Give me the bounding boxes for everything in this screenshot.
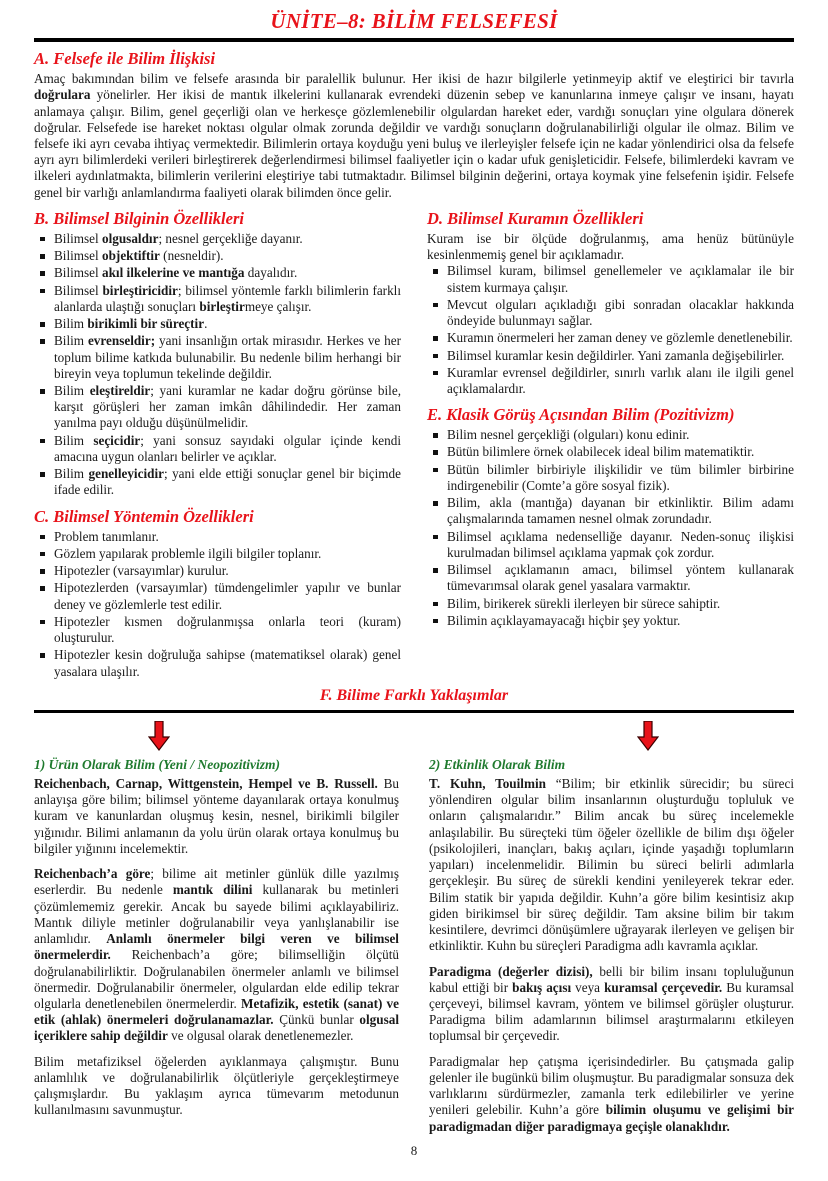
approach-1-names: Reichenbach, Carnap, Wittgenstein, Hempel ve B. Russell. — [34, 775, 378, 791]
list-item — [34, 466, 401, 498]
item-pre: Bilimsel — [54, 230, 102, 246]
title-divider — [34, 38, 794, 42]
section-c-heading: C. Bilimsel Yöntemin Özellikleri — [34, 506, 254, 526]
section-e-list — [427, 427, 794, 629]
approach-1-paragraph-3: Bilim metafiziksel öğelerden ayıklanmaya çalışmıştır. Bunu anlamlılık ve doğrulanabilirlik ölçütleriyle gerçekleştirmeye çalışmışlardır. Bu yaklaşım ayrıca tümevarım metodunun kullanılmasını savunmuştur. — [34, 1053, 399, 1118]
list-item: Gözlem yapılarak problemle ilgili bilgiler toplanır. — [34, 546, 401, 562]
bold-segment: Anlamlı önermeler bilgi veren ve bilimsel önermelerdir. — [34, 931, 399, 963]
approach-2-text: “Bilim; bir etkinlik sürecidir; bu süreci yönlendiren olgular bilim insanlarının oluşturduğu topluluk ve onların çalışmalarıdır.” Bilim ancak bu süreç incelemekle anlaşılabilir. Bu süreçteki tüm öğeler özellikle de bilim dışı öğeler (psikolojileri, inançları, bakış açıları, içinde yaşadığı toplumların yapıları) incelenmelidir. Bilimin bu süreci belirli adımlarla gerçekleşir. Bu süreç de sürekli kendini yenileyerek tekrar eder. Bilim statik bir yapıda değildir. Kuhn’a göre bilim kesintisiz akıp giden birikimsel bir süreç değildir. Tam aksine bilim bir takım kesintilere, devrimci dönüşümlere uğrayarak ilerleyen ve gelişen bir etkinliktir. Kuhn bu süreçleri Paradigma adlı kavramla açıklar. — [429, 775, 794, 954]
item-post: ; bilimsel yöntemle farklı bilimlerin farklı alanlarda ulaştığı sonuçları — [54, 282, 401, 314]
list-item: Hipotezler kısmen doğrulanmışsa onlarla teori (kuram) oluşturulur. — [34, 614, 401, 646]
text-segment: Reichenbach’a göre; bilimselliğin ölçütü doğrulanabilirliktir. Doğrulanabilen önermeler anlamlı ve bilimsel önermedir. Doğrulanabilir önermeler, olgulardan elde edilip tekrar olgularla denetlenebilen önermelerdir. — [34, 947, 399, 1011]
list-item: Bilimsel açıklama nedenselliğe dayanır. Neden-sonuç ilişkisi kurulmadan bilimsel açıklama yapmak çok zordur. — [427, 529, 794, 561]
item-post: (nesneldir). — [159, 248, 224, 264]
approach-1-heading: 1) Ürün Olarak Bilim (Yeni / Neopozitivizm) — [34, 756, 281, 772]
text-segment: kullanarak bu metinleri çözümlememiz gerekir. Ancak bu sayede bilimi açıklayabiliriz. Mantık diliyle metinler doğrulanabilir veya yanlışlanabilir ise anlamlıdır. — [34, 882, 399, 947]
left-column — [34, 201, 401, 681]
section-a-text-rest: yönelirler. Her ikisi de mantık ilkelerini kullanarak evrendeki düzenin sebep ve kanunlarına inmeye çalışır ve insanı, hayatı anlamaya çalışır. Bilim, genel geçerliği olan ve herkesçe gözlemlenebilir olgulardan hareket eder, vardığı sonuçları yine olgulara dönerek doğrular. Felsefede ise hareket noktası olgular olmak zorunda değildir ve vardığı sonuçların doğrulanabilirliği olgular ile olmaz. Bilim ve felsefe iki ayrı cevaba ihtiyaç vermektedir. Bilimlerin ortaya koyduğu yeni buluş ve ilerleyişler felsefe için ne kadar yönlendirici olsa da felsefe ayrı ayrı bilimlerdeki verileri birleştirerek değerlendirmesi bilimsel faaliyetler için o kadar ufuk genişleticidir. Felsefe, bilimlerdeki kavram ve ilkeleri aydınlatmakta, bilimlerin verilerini eleştiriye tabi tutmaktadır. Bilimsel bilginin değerini, ortaya koymak yine felsefenin işidir. Felsefe genel bir varlığı anlamlandırma faaliyeti olarak bilimden önce gelir. — [34, 87, 794, 200]
item-post-2: meye çalışır. — [244, 298, 312, 314]
down-arrow-icon-right — [637, 721, 659, 751]
section-b-heading: B. Bilimsel Bilginin Özellikleri — [34, 208, 244, 228]
list-item — [34, 333, 401, 382]
text-segment: Bu kuramsal çerçeveyi, bilimsel kavram, yöntem ve bilimsel görüşler oluşturur. Paradigma bilim adamlarının bilimsel araştırmalarını etkileyen toplumsal bir çerçevedir. — [429, 979, 795, 1044]
approach-1-text: Bu anlayışa göre bilim; bilimsel yönteme dayanılarak ortaya konulmuş kuram ve kanunlardan oluşmuş kesin, nesnel, birikimli bilgiler yığınıdır. Bilimi anlamanın da yolu ürün olarak ortaya konulmuş bu bilgiler yığınını incelemektir. — [34, 775, 399, 856]
item-post: ; nesnel gerçekliğe dayanır. — [158, 230, 303, 246]
text-segment: Çünkü bunlar — [273, 1012, 360, 1028]
down-arrow-icon-left — [148, 721, 170, 751]
textbook-page — [0, 10, 828, 1181]
item-bold: evrenseldir; — [87, 333, 156, 349]
section-c-list — [34, 529, 401, 680]
reichenbach-label: Reichenbach’a göre — [34, 866, 151, 882]
item-post: ; yani elde ettiği sonuçlar genel bir biçimde ifade edilir. — [54, 466, 401, 498]
approach-2-paragraph-3 — [429, 1054, 794, 1135]
bold-segment: bakış açısı — [512, 979, 572, 995]
item-post: ; yani sonsuz sayıdaki olgular içinde kendi amacına uygun olanları belirler ve açıklar. — [54, 432, 402, 464]
item-bold: akıl ilkelerine ve mantığa — [102, 265, 245, 281]
section-a-paragraph — [34, 71, 794, 201]
item-pre: Bilim — [54, 316, 88, 332]
list-item: Bilimsel kuramlar kesin değildirler. Yani zamanla değişebilirler. — [427, 348, 794, 364]
list-item: Bilimsel açıklamanın amacı, bilimsel yöntem kullanarak tümevarımsal olarak genel yasalara varmaktır. — [427, 562, 794, 594]
section-f-heading: F. Bilime Farklı Yaklaşımlar — [319, 686, 509, 704]
list-item: Bilim, akla (mantığa) dayanan bir etkinliktir. Bilim adamı çalışmalarında tamamen nesnel olmak zorundadır. — [427, 495, 794, 527]
item-bold: eleştireldir — [89, 383, 151, 399]
item-bold: olgusaldır — [102, 230, 159, 246]
list-item: Problem tanımlanır. — [34, 529, 401, 545]
item-pre: Bilim — [54, 333, 88, 349]
list-item: Mevcut olguları açıkladığı gibi sonradan olacaklar hakkında öndeyide bulunmayı sağlar. — [427, 297, 794, 329]
section-a-bold-term: doğrulara — [34, 87, 91, 103]
right-column — [427, 201, 794, 681]
item-pre: Bilimsel — [54, 282, 103, 298]
list-item — [34, 283, 401, 315]
list-item — [34, 265, 401, 281]
section-d-heading: D. Bilimsel Kuramın Özellikleri — [427, 208, 644, 228]
item-bold-2: birleştir — [199, 298, 245, 314]
bold-segment: kuramsal çerçevedir. — [604, 979, 723, 995]
section-f-divider — [34, 710, 794, 713]
bold-segment: mantık dilini — [172, 882, 253, 898]
arrow-row — [34, 721, 794, 755]
list-item — [34, 383, 401, 432]
list-item: Bütün bilimlere örnek olabilecek ideal bilim matematiktir. — [427, 444, 794, 460]
approach-2-names: T. Kuhn, Touilmin — [429, 775, 546, 791]
list-item: Bilimin açıklayamayacağı hiçbir şey yoktur. — [427, 613, 794, 629]
approach-2-paragraph-1 — [429, 776, 794, 955]
section-d-list — [427, 263, 794, 397]
item-pre: Bilimsel — [54, 248, 102, 264]
item-bold: birleştiricidir — [102, 282, 178, 298]
item-bold: genelleyicidir — [88, 466, 164, 482]
bold-segment: bilimin oluşumu ve gelişimi bir paradigmadan diğer paradigmaya geçişle olanaklıdır. — [429, 1102, 794, 1134]
item-post: . — [204, 316, 208, 332]
text-segment: Paradigmalar hep çatışma içerisindedirler. Bu çatışmada galip gelenler ile bugünkü bilim oluşmuştur. Bu paradigmalar sonsuza dek varlıklarını sürdürmezler, zamanla terk edilebilirler ve yerine yenileri gelebilir. Kuhn’a göre — [429, 1053, 794, 1118]
bold-segment: olgusal içeriklere sahip değildir — [34, 1012, 399, 1044]
list-item: Kuramlar evrensel değildirler, sınırlı varlık alanı ile ilgili genel açıklamalardır. — [427, 365, 794, 397]
approach-1-column — [34, 757, 399, 1135]
section-b-list — [34, 231, 401, 499]
text-segment: ; bilime ait metinler günlük dille yazılmış eserlerdir. Bu nedenle — [34, 866, 399, 898]
section-a-text-lead: Amaç bakımından bilim ve felsefe arasında bir paralellik bulunur. Her ikisi de hazır bilgilerle yetinmeyip aktif ve eleştirici bir tavırla — [34, 71, 794, 87]
list-item: Bilim, birikerek sürekli ilerleyen bir sürece sahiptir. — [427, 596, 794, 612]
list-item — [34, 433, 401, 465]
approach-2-paragraph-2 — [429, 964, 794, 1045]
bottom-columns — [34, 757, 794, 1135]
text-segment: veya — [571, 979, 605, 995]
text-segment: belli bir bilim insanı topluluğunun kabul ettiği bir — [429, 963, 794, 995]
page-number: 8 — [410, 1143, 418, 1158]
unit-title: ÜNİTE–8: BİLİM FELSEFESİ — [270, 9, 558, 33]
list-item — [34, 248, 401, 264]
bold-segment: Metafizik, estetik (sanat) ve etik (ahlak) önermeleri doğrulanamazlar. — [34, 995, 400, 1028]
list-item: Bilim nesnel gerçekliği (olguları) konu edinir. — [427, 427, 794, 443]
list-item: Bütün bilimler birbiriyle ilişkilidir ve tüm bilimler birbirine indirgenebilir (Comte’a göre sosyal fizik). — [427, 462, 794, 494]
list-item: Hipotezler kesin doğruluğa sahipse (matematiksel olarak) genel yasalara ulaşılır. — [34, 647, 401, 679]
item-post: ; yani kuramlar ne kadar doğru görünse bile, karşıt görüşleri her zaman imkân dâhilindedir. Her zaman yanılma payı olduğu düşünülmelidir. — [54, 383, 401, 431]
approach-1-paragraph-1 — [34, 776, 399, 857]
approach-2-column — [429, 757, 794, 1135]
section-e-heading: E. Klasik Görüş Açısından Bilim (Pozitivizm) — [427, 405, 735, 425]
section-d-intro: Kuram ise bir ölçüde doğrulanmış, ama henüz bütünüyle kesinlenmemiş genel bir açıklamadır. — [427, 230, 794, 263]
item-bold: birikimli bir süreçtir — [87, 316, 205, 332]
list-item: Hipotezlerden (varsayımlar) tümdengelimler yapılır ve bunlar deney ve gözlemlerle test edilir. — [34, 580, 401, 612]
approach-2-heading: 2) Etkinlik Olarak Bilim — [429, 756, 566, 772]
item-post: yani insanlığın ortak mirasıdır. Herkes ve her toplum bilime katkıda bulunabilir. Bu nedenle bilim herhangi bir bireyin veya toplumun tekelinde değildir. — [54, 333, 402, 381]
list-item: Hipotezler (varsayımlar) kurulur. — [34, 563, 401, 579]
paradigma-label: Paradigma (değerler dizisi), — [429, 963, 593, 979]
list-item: Bilimsel kuram, bilimsel genellemeler ve açıklamalar ile bir sistem kurmaya çalışır. — [427, 263, 794, 295]
item-pre: Bilim — [54, 383, 90, 399]
list-item — [34, 316, 401, 332]
item-bold: seçicidir — [93, 432, 141, 448]
section-a-heading: A. Felsefe ile Bilim İlişkisi — [34, 49, 216, 69]
item-post: dayalıdır. — [244, 265, 298, 281]
text-segment: ve olgusal olarak denetlenemezler. — [167, 1028, 354, 1044]
approach-1-paragraph-2 — [34, 866, 399, 1045]
mid-columns — [34, 201, 794, 681]
item-pre: Bilim — [54, 432, 94, 448]
list-item: Kuramın önermeleri her zaman deney ve gözlemle denetlenebilir. — [427, 330, 794, 346]
item-pre: Bilimsel — [54, 265, 102, 281]
list-item — [34, 231, 401, 247]
item-pre: Bilim — [54, 466, 89, 482]
item-bold: objektiftir — [102, 248, 160, 264]
